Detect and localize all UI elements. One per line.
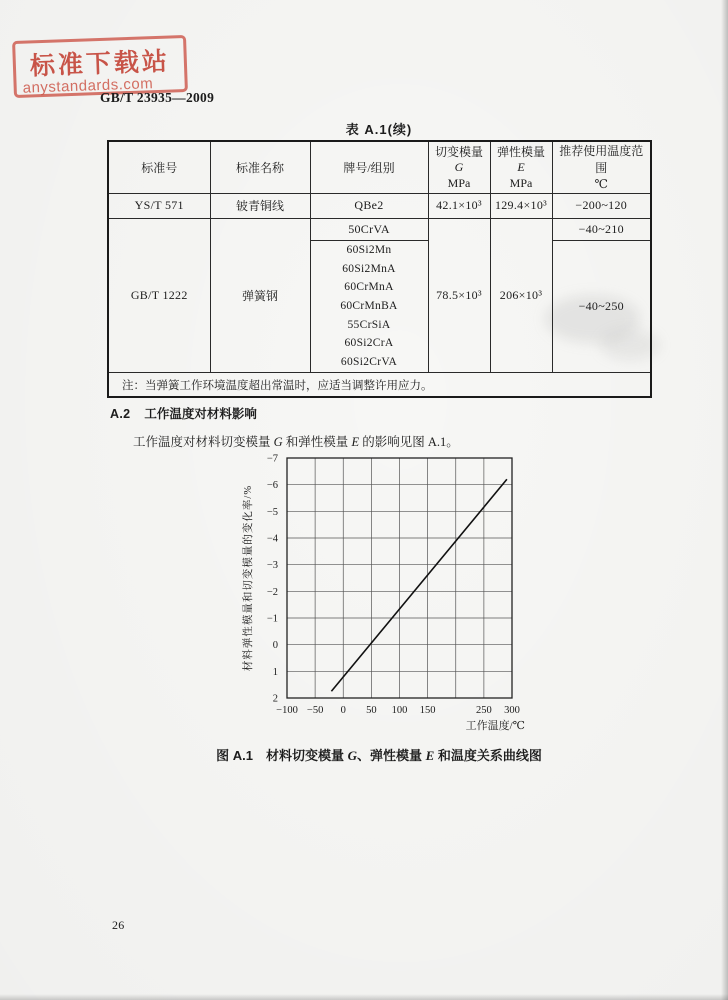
cell-grade: QBe2 (310, 193, 428, 218)
x-tick-label: 300 (504, 705, 520, 716)
x-tick-label: 50 (366, 705, 377, 716)
section-number: A.2 (110, 407, 131, 421)
col-header-standard-name: 标准名称 (210, 141, 310, 193)
cell-elastic-modulus: 129.4×10³ (490, 193, 552, 218)
cell-shear-modulus: 42.1×10³ (428, 193, 490, 218)
col-header-elastic-modulus: 弹性模量 E MPa (490, 141, 552, 193)
stamp-site-url: anystandards.com (22, 75, 154, 97)
col-header-standard-no: 标准号 (108, 141, 210, 193)
cell-standard-name: 弹簧钢 (210, 218, 310, 372)
x-tick-label: 150 (419, 705, 436, 716)
grade-item: 60Si2Mn (346, 244, 392, 257)
table-title: 表 A.1(续) (345, 122, 413, 137)
scan-edge-shadow (0, 994, 728, 1000)
cell-grade: 50CrVA (310, 218, 428, 240)
section-heading (110, 404, 257, 422)
section-paragraph: 工作温度对材料切变模量 G 和弹性模量 E 的影响见图 A.1。 (133, 435, 459, 449)
cell-standard-no: GB/T 1222 (108, 218, 210, 372)
table-note: 注：当弹簧工作环境温度超出常温时，应适当调整许用应力。 (108, 372, 651, 397)
y-tick-label: −4 (266, 533, 278, 545)
cell-elastic-modulus: 206×10³ (490, 218, 552, 372)
y-tick-label: −6 (266, 480, 278, 492)
col-header-shear-modulus: 切变模量 G MPa (428, 141, 490, 193)
cell-temp-range: −200~120 (552, 193, 651, 218)
table-row (108, 193, 651, 218)
x-tick-label: 250 (476, 705, 492, 716)
watermark-stamp (12, 35, 188, 98)
y-tick-label: 0 (272, 640, 278, 652)
col-header-grade: 牌号/组别 (310, 141, 428, 193)
y-tick-label: −7 (266, 453, 278, 465)
line-chart (238, 452, 538, 744)
cell-temp-range: −40~210 (552, 218, 651, 240)
col-header-temp-range: 推荐使用温度范围 ℃ (552, 141, 651, 193)
y-tick-label: −2 (266, 586, 278, 598)
y-tick-label: −5 (266, 506, 278, 518)
section-title: 工作温度对材料影响 (144, 407, 257, 421)
grade-item: 60CrMnA (344, 281, 394, 294)
table-header-row (108, 141, 651, 193)
grade-item: 60CrMnBA (340, 300, 398, 312)
temperature-modulus-chart (238, 452, 538, 744)
table-note-row (108, 372, 651, 397)
grade-item: 55CrSiA (347, 318, 391, 331)
y-tick-label: −3 (266, 560, 278, 572)
grade-item: 60Si2MnA (342, 262, 396, 275)
x-tick-label: −100 (276, 705, 298, 716)
x-axis-title: 工作温度/℃ (465, 720, 525, 732)
x-tick-label: 100 (391, 705, 408, 716)
cell-standard-name: 铍青铜线 (210, 193, 310, 218)
cell-standard-no: YS/T 571 (108, 193, 210, 218)
grade-item: 60Si2CrVA (340, 355, 398, 368)
table-row (108, 218, 651, 240)
cell-shear-modulus: 78.5×10³ (428, 218, 490, 372)
y-axis-title: 材料弹性模量和切变模量的变化率/% (243, 484, 254, 672)
y-tick-label: 1 (272, 666, 278, 678)
cell-temp-range: −40~250 (552, 240, 651, 372)
standard-number: GB/T 23935—2009 (100, 90, 215, 105)
cell-grade-list (310, 240, 428, 372)
scan-edge-shadow (721, 0, 728, 1000)
y-tick-label: 2 (272, 693, 278, 705)
grade-item: 60Si2CrA (344, 337, 394, 350)
page-number: 26 (112, 918, 125, 932)
figure-caption: 图 A.1 材料切变模量 G、弹性模量 E 和温度关系曲线图 (216, 748, 542, 763)
material-modulus-table (107, 140, 652, 398)
y-tick-label: −1 (266, 613, 278, 625)
stamp-site-name: 标准下载站 (29, 48, 171, 81)
x-tick-label: −50 (306, 705, 324, 716)
x-tick-label: 0 (340, 705, 346, 716)
